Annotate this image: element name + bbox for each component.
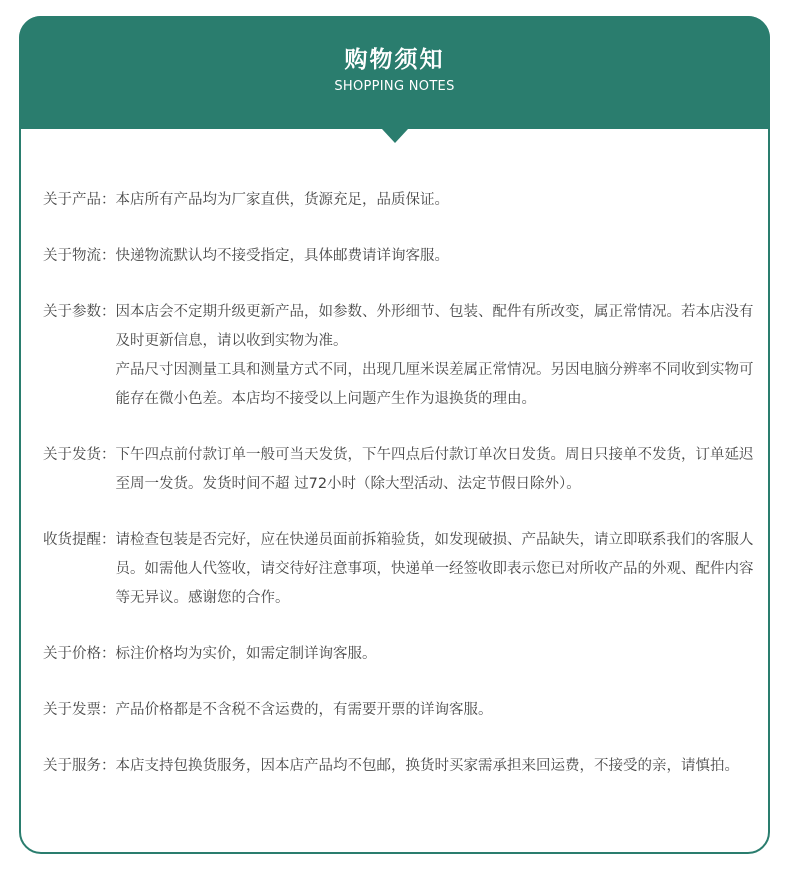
note-label: 关于服务：	[43, 758, 116, 774]
note-text: 请检查包装是否完好，应在快递员面前拆箱验货，如发现破损、产品缺失，请立即联系我们的客服人员。如需他人代签收，请交待好注意事项，快递单一经签收即表示您已对所收产品的外观、配件内容等无异议。感谢您的合作。	[115, 532, 754, 606]
note-text: 标注价格均为实价，如需定制详询客服。	[115, 646, 377, 662]
note-label: 关于物流：	[43, 248, 116, 264]
note-label: 关于价格：	[43, 646, 116, 662]
header-subtitle: SHOPPING NOTES	[334, 79, 455, 94]
note-text: 产品价格都是不含税不含运费的，有需要开票的详询客服。	[115, 702, 493, 718]
note-body	[116, 696, 764, 725]
note-text: 本店支持包换货服务，因本店产品均不包邮，换货时买家需承担来回运费，不接受的亲，请慎拍。	[115, 758, 739, 774]
note-label: 收货提醒：	[43, 532, 116, 548]
note-body	[116, 242, 764, 271]
header-title: 购物须知	[344, 47, 445, 73]
note-body	[116, 640, 764, 669]
note-shipping	[43, 441, 763, 499]
shopping-notes-card	[19, 16, 770, 854]
note-text: 产品尺寸因测量工具和测量方式不同，出现几厘米误差属正常情况。另因电脑分辨率不同收到实物可能存在微小色差。本店均不接受以上问题产生作为退换货的理由。	[115, 362, 754, 407]
header-banner	[19, 16, 770, 129]
note-text: 下午四点前付款订单一般可当天发货，下午四点后付款订单次日发货。周日只接单不发货，订单延迟至周一发货。发货时间不超 过72小时（除大型活动、法定节假日除外）。	[115, 447, 754, 492]
note-label: 关于参数：	[43, 304, 116, 320]
note-logistics	[43, 242, 763, 271]
note-product	[43, 186, 763, 215]
note-service	[43, 752, 763, 781]
note-text: 因本店会不定期升级更新产品，如参数、外形细节、包装、配件有所改变，属正常情况。若本店没有及时更新信息，请以收到实物为准。	[115, 304, 754, 349]
note-parameters	[43, 298, 763, 414]
note-body	[116, 441, 764, 499]
pointer-triangle-icon	[382, 129, 408, 143]
note-body	[116, 752, 764, 781]
note-text: 本店所有产品均为厂家直供，货源充足，品质保证。	[115, 192, 449, 208]
note-body	[116, 526, 764, 613]
note-label: 关于发货：	[43, 447, 116, 463]
note-receiving	[43, 526, 763, 613]
note-body	[116, 298, 764, 414]
note-invoice	[43, 696, 763, 725]
note-text: 快递物流默认均不接受指定，具体邮费请详询客服。	[115, 248, 449, 264]
note-label: 关于产品：	[43, 192, 116, 208]
note-body	[116, 186, 764, 215]
note-label: 关于发票：	[43, 702, 116, 718]
note-price	[43, 640, 763, 669]
notes-list	[43, 186, 763, 808]
